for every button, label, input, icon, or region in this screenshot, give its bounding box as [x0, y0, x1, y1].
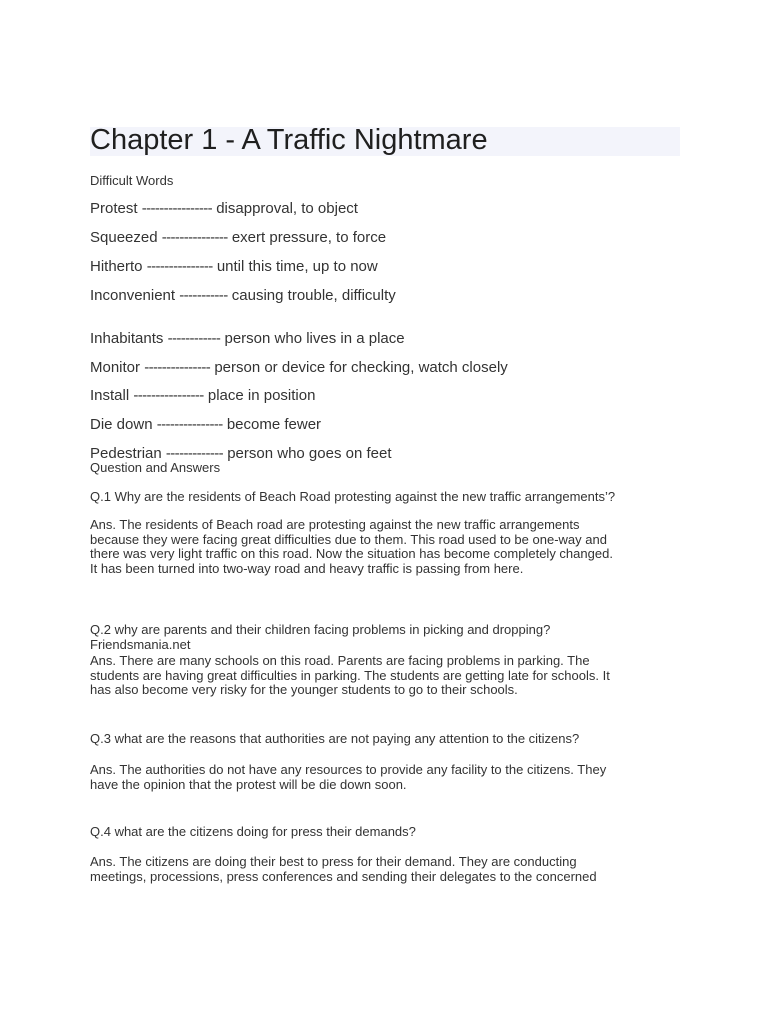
word-meaning: disapproval, to object: [216, 200, 358, 217]
word-term: Pedestrian: [90, 445, 162, 462]
word-meaning: person who goes on feet: [227, 445, 392, 462]
word-row-monitor: [90, 358, 508, 378]
page-title: Chapter 1 - A Traffic Nightmare: [90, 124, 488, 156]
word-dashes: ---------------: [144, 359, 211, 376]
answer-line: has also become very risky for the younger students to go to their schools.: [90, 682, 518, 698]
answer-line: Ans. There are many schools on this road. Parents are facing problems in parking. The: [90, 653, 590, 668]
word-meaning: exert pressure, to force: [231, 229, 387, 246]
qa-heading: Question and Answers: [90, 460, 221, 475]
word-dashes: ---------------: [146, 258, 213, 275]
word-term: Hitherto: [90, 258, 143, 275]
answer-line: have the opinion that the protest will be die down soon.: [90, 776, 407, 792]
word-dashes: ---------------: [161, 229, 228, 246]
word-term: Squeezed: [90, 229, 158, 246]
word-dashes: ---------------: [156, 416, 223, 433]
answer-4: [90, 855, 690, 884]
word-dashes: ----------------: [141, 200, 213, 217]
word-meaning: place in position: [207, 387, 316, 404]
word-row-protest: [90, 199, 358, 219]
question-2: Q.2 why are parents and their children facing problems in picking and dropping?: [90, 622, 551, 637]
word-term: Inhabitants: [90, 330, 164, 347]
word-term: Monitor: [90, 359, 141, 376]
answer-3: [90, 763, 690, 792]
question-3: Q.3 what are the reasons that authorities are not paying any attention to the citizens?: [90, 731, 580, 746]
word-dashes: ------------: [167, 330, 221, 347]
answer-1: [90, 518, 690, 576]
answer-line: because they were facing great difficulties due to them. This road used to be one-way and: [90, 531, 607, 547]
word-meaning: become fewer: [226, 416, 322, 433]
answer-line: there was very light traffic on this road. Now the situation has become completely changed.: [90, 546, 613, 562]
answer-line: meetings, processions, press conferences and sending their delegates to the concerned: [90, 868, 597, 884]
answer-line: Ans. The residents of Beach road are protesting against the new traffic arrangements: [90, 517, 580, 532]
word-meaning: causing trouble, difficulty: [231, 287, 396, 304]
word-term: Protest: [90, 200, 138, 217]
word-meaning: person or device for checking, watch closely: [214, 359, 508, 376]
source-watermark: Friendsmania.net: [90, 637, 191, 652]
word-dashes: -------------: [165, 445, 224, 462]
word-term: Inconvenient: [90, 287, 176, 304]
answer-line: students are having great difficulties in parking. The students are getting late for schools. It: [90, 667, 610, 683]
word-row-inhabitants: [90, 329, 405, 349]
word-row-die-down: [90, 415, 321, 435]
question-1: Q.1 Why are the residents of Beach Road protesting against the new traffic arrangements’?: [90, 489, 616, 504]
word-dashes: -----------: [179, 287, 228, 304]
word-dashes: ----------------: [133, 387, 204, 404]
answer-line: Ans. The authorities do not have any resources to provide any facility to the citizens. They: [90, 762, 607, 777]
word-term: Install: [90, 387, 130, 404]
word-meaning: until this time, up to now: [216, 258, 378, 275]
word-row-hitherto: [90, 257, 378, 277]
answer-line: Ans. The citizens are doing their best to press for their demand. They are conducting: [90, 854, 577, 869]
word-row-install: [90, 386, 315, 406]
answer-line: It has been turned into two-way road and heavy traffic is passing from here.: [90, 560, 524, 576]
word-row-inconvenient: [90, 286, 396, 306]
word-row-squeezed: [90, 228, 386, 248]
word-term: Die down: [90, 416, 153, 433]
question-4: Q.4 what are the citizens doing for press their demands?: [90, 824, 416, 839]
answer-2: [90, 654, 690, 698]
difficult-words-heading: Difficult Words: [90, 173, 174, 188]
word-meaning: person who lives in a place: [224, 330, 405, 347]
